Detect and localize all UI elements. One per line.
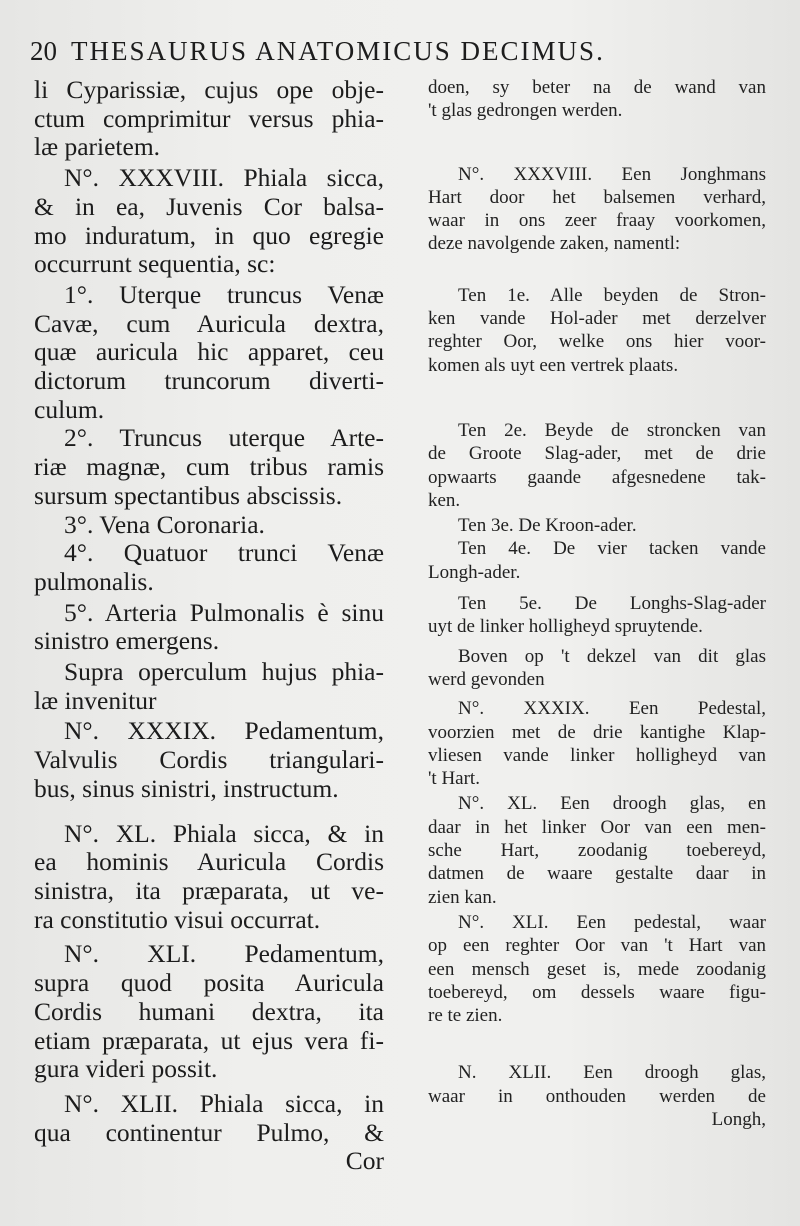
text-line: Ten 4e. De vier tacken vande [458,538,766,560]
text-line: een mensch geset is, mede zoodanig [428,958,766,980]
text-line: Supra operculum hujus phia- [64,658,384,687]
text-line: sche Hart, zoodanig toebereyd, [428,840,766,862]
text-line: zien kan. [428,886,497,908]
dutch-paragraph [428,792,766,908]
dutch-paragraph [428,284,766,377]
latin-paragraph [34,658,384,715]
text-line: Ten 5e. De Longhs-Slag-ader [458,593,766,615]
text-line: toebereyd, om dessels waare figu- [428,981,766,1003]
text-line: ctum comprimitur versus phia- [34,104,384,133]
text-line: ken vande Hol-ader met derzelver [428,308,766,330]
text-line: Cavæ, cum Auricula dextra, [34,309,384,338]
page-number: 20 [30,36,57,66]
text-line: bus, sinus sinistri, instructum. [34,773,339,803]
text-line: sursum spectantibus abscissis. [34,480,343,510]
dutch-paragraph [428,163,766,256]
latin-paragraph [34,1090,384,1176]
dutch-paragraph [428,537,766,584]
text-line: sinistro emergens. [34,626,220,656]
dutch-paragraph [428,592,766,639]
text-line: ea hominis Auricula Cordis [34,848,384,877]
text-line: occurrunt sequentia, sc: [34,249,276,279]
text-line: 1°. Uterque truncus Venæ [64,280,384,309]
text-line: N°. XL. Een droogh glas, en [458,793,766,815]
text-line: 't glas gedrongen werden. [428,100,623,122]
text-line: quæ auricula hic apparet, ceu [34,338,384,367]
text-line: 2°. Truncus uterque Arte- [64,424,384,453]
text-line: op een reghter Oor van 't Hart van [428,935,766,957]
text-line: Boven op 't dekzel van dit glas [458,645,766,667]
text-line: opwaarts gaande afgesnedene tak- [428,466,766,488]
latin-paragraph [34,717,384,803]
text-line: etiam præparata, ut ejus vera fi- [34,1026,384,1055]
latin-paragraph [34,539,384,596]
text-line: werd gevonden [428,668,545,690]
text-line: Longh-ader. [428,561,521,583]
text-line: dictorum truncorum diverti- [34,367,384,396]
text-line: Ten 2e. Beyde de stroncken van [458,419,766,441]
text-line: N°. XLI. Pedamentum, [64,940,384,969]
text-line: Hart door het balsemen verhard, [428,186,766,208]
dutch-paragraph [428,911,766,1027]
dutch-paragraph [428,419,766,512]
text-line: 5°. Arteria Pulmonalis è sinu [64,598,384,627]
text-line: voorzien met de drie kantighe Klap- [428,721,766,743]
latin-paragraph [34,76,384,162]
latin-paragraph [34,511,384,540]
text-line: uyt de linker holligheyd spruytende. [428,616,703,638]
text-line: ken. [428,489,461,511]
text-line: N°. XXXIX. Een Pedestal, [458,698,766,720]
text-line: reghter Oor, welke ons hier voor- [428,331,766,353]
text-line: Cordis humani dextra, ita [34,997,384,1026]
dutch-paragraph [428,697,766,790]
latin-paragraph [34,424,384,510]
text-line: N°. XXXVIII. Een Jonghmans [458,163,766,185]
text-line: sinistra, ita præparata, ut ve- [34,876,384,905]
text-line: 3°. Vena Coronaria. [64,509,265,539]
text-line: N°. XXXVIII. Phiala sicca, [64,164,384,193]
text-line: N. XLII. Een droogh glas, [458,1062,766,1084]
text-line: Cor [345,1146,384,1176]
text-line: mo induratum, in quo egregie [34,221,384,250]
text-line: supra quod posita Auricula [34,969,384,998]
text-line: culum. [34,394,105,424]
text-line: de Groote Slag-ader, met de drie [428,443,766,465]
latin-paragraph [34,281,384,425]
text-line: Longh, [711,1108,766,1130]
latin-paragraph [34,599,384,656]
text-line: N°. XXXIX. Pedamentum, [64,717,384,746]
text-line: re te zien. [428,1005,503,1027]
latin-column [34,76,384,1176]
text-line: Ten 3e. De Kroon-ader. [458,515,637,537]
text-line: & in ea, Juvenis Cor balsa- [34,192,384,221]
text-line: datmen de waare gestalte daar in [428,863,766,885]
text-line: li Cyparissiæ, cujus ope obje- [34,76,384,104]
text-line: 4°. Quatuor trunci Venæ [64,539,384,568]
dutch-column [428,76,766,1131]
latin-paragraph [34,820,384,935]
text-line: pulmonalis. [34,566,154,596]
text-line: waar in ons zeer fraay voorkomen, [428,210,766,232]
text-line: qua continentur Pulmo, & [34,1118,384,1147]
dutch-paragraph [428,76,766,123]
text-line: riæ magnæ, cum tribus ramis [34,453,384,482]
running-header [30,36,730,76]
text-line: doen, sy beter na de wand van [428,77,766,98]
text-line: komen als uyt een vertrek plaats. [428,354,679,376]
text-line: N°. XL. Phiala sicca, & in [64,819,384,848]
text-line: læ parietem. [34,132,161,162]
text-line: Ten 1e. Alle beyden de Stron- [458,284,766,306]
text-line: læ invenitur [34,685,157,715]
dutch-paragraph [428,1061,766,1131]
text-line: waar in onthouden werden de [428,1085,766,1107]
dutch-paragraph [428,514,766,537]
text-line: gura videri possit. [34,1054,218,1084]
latin-paragraph [34,940,384,1084]
text-line: daar in het linker Oor van een men- [428,816,766,838]
latin-paragraph [34,164,384,279]
text-line: N°. XLI. Een pedestal, waar [458,911,766,933]
text-line: 't Hart. [428,768,480,790]
dutch-paragraph [428,645,766,692]
text-line: N°. XLII. Phiala sicca, in [64,1089,384,1118]
text-line: deze navolgende zaken, namentl: [428,233,681,255]
running-title: THESAURUS ANATOMICUS DECIMUS. [71,36,605,66]
text-line: ra constitutio visui occurrat. [34,904,321,934]
text-line: vliesen vande linker holligheyd van [428,744,766,766]
text-line: Valvulis Cordis triangulari- [34,746,384,775]
